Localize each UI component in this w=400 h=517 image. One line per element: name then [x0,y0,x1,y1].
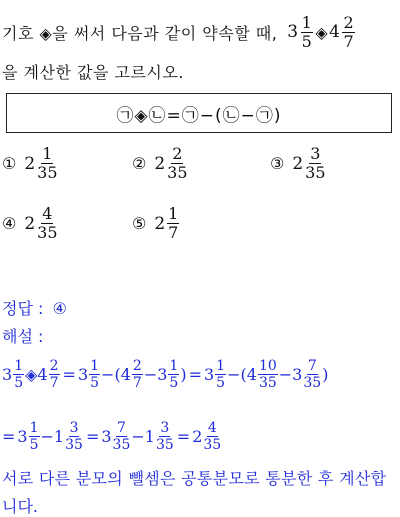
mixed-number-left: 3 $\frac{1}{5}$ [287,12,313,51]
definition-box [6,93,392,133]
answer-value: ④ [52,299,67,318]
solution-equation-2: = 3 $\frac{1}{5}$ − 1 $\frac{3}{35}$ = 3 $\frac{7}{35}$ − 1 $\frac{3}{35}$ = 2 $\frac{4}{35}$ [2,419,222,453]
answer-line [2,296,67,319]
question-text: 기호 ◈을 써서 다음과 같이 약속할 때, [2,23,278,43]
solution-text-2: 니다. [2,497,38,516]
mixed-number-right: 4 $\frac{2}{7}$ [329,12,355,51]
option-3[interactable]: ③ 2 $\frac{3}{35}$ [270,144,326,182]
option-4[interactable]: ④ 2 $\frac{4}{35}$ [2,204,58,242]
option-1[interactable]: ① 2 $\frac{1}{35}$ [2,144,58,182]
explanation-label: 해설 : [2,327,44,346]
question-line-1 [2,10,356,54]
option-2[interactable]: ② 2 $\frac{2}{35}$ [132,144,188,182]
option-5[interactable]: ⑤ 2 $\frac{1}{7}$ [132,204,179,242]
solution-equation-1: 3 $\frac{1}{5}$ ◈ 4 $\frac{2}{7}$ = 3 $\frac{1}{5}$ − ( 4 $\frac{2}{7}$ − 3 $\frac{1}{5}$ ) = 3 $\frac{1}{5}$ − ( 4 $\frac{10}{35}$ − 3 $\frac{7}{35}$ ) [2,357,329,391]
definition-text: ㉠◈㉡=㉠−(㉡−㉠) [116,105,282,126]
answer-label: 정답 : [2,299,44,318]
operator-symbol: ◈ [315,22,329,42]
question-line-2: 을 계산한 값을 고르시오. [2,63,184,82]
solution-text-1: 서로 다른 분모의 뺄셈은 공통분모로 통분한 후 계산합 [2,469,387,488]
